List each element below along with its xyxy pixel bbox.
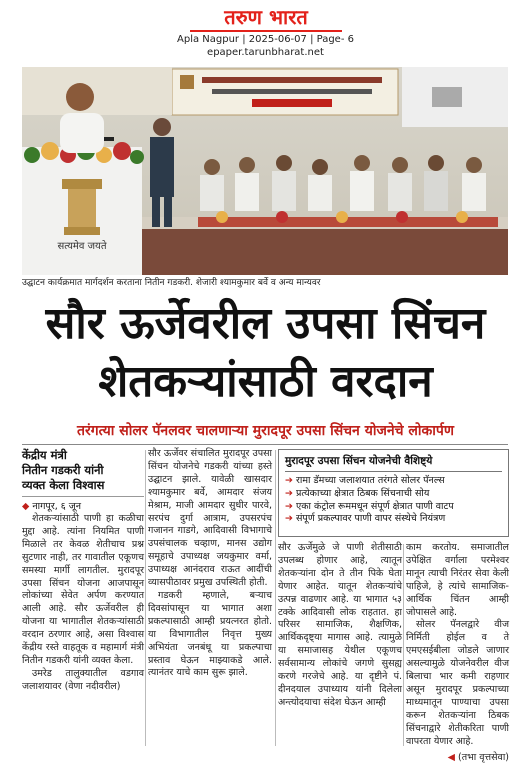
- arrow-icon: ◀: [447, 751, 455, 763]
- feature-item: [285, 501, 502, 514]
- paragraph: सौर ऊर्जेवर संचालित मुरादपूर उपसा सिंचन योजनेचे गडकरी यांच्या हस्ते उद्घाटन झाले. यावेळी खासदार श्यामकुमार बर्वे, आमदार संजय मेश्राम, माजी आमदार सुधीर पारवे, सरपंच दुर्गा आत्राम, उपसरपंच गजानन गाडगे, आदिवासी विभागाचे उपसंचालक चव्हाण, मानस उद्योग समूहाचे उपाध्यक्ष जयकुमार वर्मा, उपाध्यक्ष आनंदराव राऊत आदींची व्यासपीठावर प्रमुख उपस्थिती होती.: [148, 448, 272, 589]
- edition-line: Apla Nagpur | 2025-06-07 | Page- 6: [177, 34, 354, 45]
- column-separator: [275, 450, 276, 746]
- arrow-icon: ➔: [285, 475, 293, 486]
- paragraph: गडकरी म्हणाले, बऱ्याच दिवसांपासून या भागात अशा प्रकल्पासाठी आम्ही प्रयत्नरत होतो. या विभागातील निवृत्त मुख्य अभियंता जनबंधू या प्रकल्पाचा प्रस्ताव घेऊन माझ्याकडे आले. त्यानंतर याचे काम सुरू झाले.: [148, 589, 272, 679]
- feature-item: [285, 488, 502, 501]
- paragraph: उमरेड तालुक्यातील वडगाव जलाशयावर (वेणा नदीवरील): [22, 667, 144, 692]
- column-heading: [22, 448, 144, 493]
- features-box-title: मुरादपूर उपसा सिंचन योजनेची वैशिष्ट्ये: [285, 454, 502, 472]
- arrow-icon: ➔: [285, 487, 293, 499]
- feature-text: संपूर्ण प्रकल्पावर पाणी वापर संस्थेचे नियंत्रण: [296, 513, 446, 525]
- emblem-text: सत्यमेव जयते: [57, 241, 107, 252]
- epaper-url: epaper.tarunbharat.net: [207, 47, 324, 58]
- column-heading-line: व्यक्त केला विश्वास: [22, 478, 105, 492]
- article-column-4: [406, 542, 509, 763]
- divider: [22, 496, 144, 497]
- feature-text: प्रत्येकाच्या क्षेत्रात ठिबक सिंचनाची सोय: [296, 487, 430, 499]
- article-column-2: [148, 448, 272, 748]
- news-photo: [22, 67, 508, 275]
- divider: [22, 444, 508, 445]
- arrow-icon: ➔: [285, 513, 293, 525]
- dateline: [22, 500, 144, 513]
- features-box: [278, 449, 509, 537]
- headline-line-1: सौर ऊर्जेवरील उपसा सिंचन: [45, 298, 486, 349]
- feature-text: रामा डॅमच्या जलाशयात तरंगते सोलर पॅनल्स: [296, 475, 445, 486]
- paragraph: सौर ऊर्जेमुळे जे पाणी शेतीसाठी उपलब्ध होणार आहे, त्यातून शेतकऱ्यांना दोन ते तीन पिके घेता येणार आहेत. यातून शेतकऱ्यांचे उत्पन्न वाढणार आहे. या भागात ५३ टक्के आदिवासी लोक राहतात. हा परिसर सामाजिक, शैक्षणिक, आर्थिकदृष्ट्या मागास आहे. त्यामुळे या समाजासह येथील एकूणच सर्वसामान्य लोकांचे जगणे सुसह्य करणे गरजेचे आहे. या दृष्टीने पं. दीनदयाल उपाध्याय यांनी दिलेला अन्त्योदयाचा संदेश घेऊन आम्ही: [278, 542, 402, 708]
- masthead: [0, 0, 531, 64]
- paragraph: काम करतोय. समाजातील उपेक्षित वर्गाला परमेश्वर मानून त्याची निरंतर सेवा केली पाहिजे, हे त्यांचे सामाजिक-आर्थिक चिंतन आम्ही जोपासले आहे.: [406, 542, 509, 618]
- column-heading-line: नितीन गडकरी यांनी: [22, 463, 104, 477]
- source-credit: [406, 750, 509, 763]
- column-separator: [145, 450, 146, 746]
- source-text: (तभा वृत्तसेवा): [458, 751, 509, 763]
- paragraph: शेतकऱ्यांसाठी पाणी हा कळीचा मुद्दा आहे. त्यांना नियमित पाणी मिळाले तर केवळ शेतीचाच प्रश्न सुटणार नाही, तर गावातील एकूणच समस्या मार्गी लागतील. मुरादपूर उपसा सिंचन योजना आजपासून लोकांच्या सेवेत अर्पण करण्यात आली आहे. सौर ऊर्जेवरील ही योजना या भागातील शेतकऱ्यांसाठी वरदान ठरणार आहे, असा विश्वास केंद्रीय रस्ते वाहतूक व महामार्ग मंत्री नितीन गडकरी यांनी व्यक्त केला.: [22, 513, 144, 666]
- arrow-icon: ➔: [285, 500, 293, 512]
- feature-item: [285, 475, 502, 488]
- paragraph: सोलर पॅनलद्वारे वीज निर्मिती होईल व ते एमएसईबीला जोडले जाणार असल्यामुळे योजनेवरील वीज बिलाचा भार कमी राहणार असून मुरादपूर प्रकल्पाच्या माध्यमातून पाण्याचा उपसा करून शेतकऱ्यांना ठिबक सिंचनाद्वारे शेतीकरिता पाणी वापरता येणार आहे.: [406, 619, 509, 747]
- logo-text: तरुण भारत: [224, 5, 308, 29]
- photo-caption: उद्घाटन कार्यक्रमात मार्गदर्शन करताना नितीन गडकरी. शेजारी श्यामकुमार बर्वे व अन्य मान्यवर: [22, 278, 321, 288]
- subheadline: तरंगत्या सोलर पॅनलवर चालणाऱ्या मुरादपूर उपसा सिंचन योजनेचे लोकार्पण: [77, 423, 454, 439]
- newspaper-logo: [190, 4, 342, 30]
- column-heading-line: केंद्रीय मंत्री: [22, 448, 67, 462]
- article-column-3: [278, 542, 402, 747]
- column-separator: [403, 544, 404, 746]
- dateline-text: नागपूर, ६ जून: [32, 501, 82, 512]
- feature-item: [285, 513, 502, 526]
- feature-text: एका कंट्रोल रूममधून संपूर्ण क्षेत्रात पाणी वाटप: [296, 500, 454, 512]
- article-column-1: [22, 448, 144, 748]
- state-emblem: [62, 179, 102, 235]
- logo-underline: [190, 30, 342, 32]
- bullet-icon: ◆: [22, 501, 30, 512]
- headline-line-2: शेतकऱ्यांसाठी वरदान: [98, 356, 433, 407]
